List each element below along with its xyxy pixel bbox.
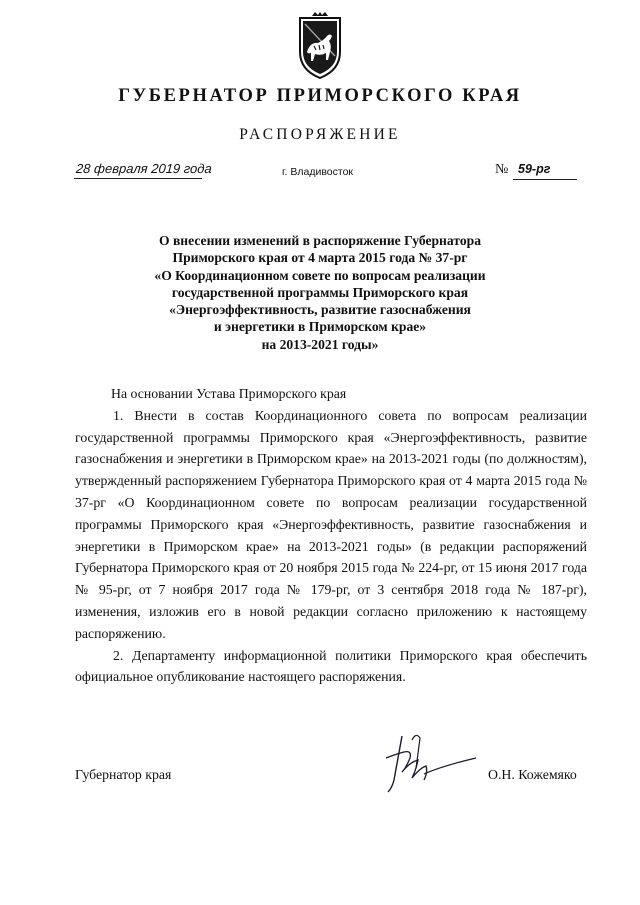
coat-of-arms-icon — [296, 12, 344, 80]
number-sign: № — [495, 162, 509, 177]
document-number: 59-рг — [518, 162, 551, 176]
heading-line: «Энергоэффективность, развитие газоснабжения — [169, 302, 471, 318]
heading-line: государственной программы Приморского края — [171, 284, 469, 300]
clause-2: 2. Департаменту информационной политики Приморского края обеспечить официальное опубликование настоящего распоряжения. — [75, 647, 587, 685]
document-type: РАСПОРЯЖЕНИЕ — [239, 126, 401, 143]
document-body — [75, 383, 587, 688]
heading-line: «О Координационном совете по вопросам реализации — [154, 267, 486, 283]
number-underline — [513, 179, 577, 180]
date-underline — [74, 178, 202, 179]
signer-name: О.Н. Кожемяко — [488, 767, 577, 782]
legal-basis: На основании Устава Приморского края — [111, 386, 347, 401]
handwritten-signature-icon — [372, 728, 482, 798]
issuer-title: ГУБЕРНАТОР ПРИМОРСКОГО КРАЯ — [118, 86, 522, 106]
document-date: 28 февраля 2019 года — [75, 161, 213, 176]
document-heading — [120, 232, 520, 353]
signer-title: Губернатор края — [75, 767, 172, 782]
heading-line: Приморского края от 4 марта 2015 года № 37-рг — [172, 250, 468, 266]
heading-line: и энергетики в Приморском крае» — [213, 319, 427, 335]
document-city: г. Владивосток — [282, 166, 354, 178]
heading-line: на 2013-2021 годы» — [261, 336, 379, 352]
clause-1: 1. Внести в состав Координационного совета по вопросам реализации государственной программы Приморского края «Энергоэффективность, развитие газоснабжения и энергетики в Приморском крае» на 2013-2021 годы (по должностям), утвержденный распоряжением Губернатора Приморского края от 4 марта 2015 года № 37-рг «О Координационном совете по вопросам реализации государственной программы Приморского края «Энергоэффективность, развитие газоснабжения и энергетики в Приморском крае» на 2013-2021 годы» (в редакции распоряжений Губернатора Приморского края от 20 ноября 2015 года № 224-рг, от 15 июня 2017 года № 95-рг, от 7 ноября 2017 года № 179-рг, от 3 сентября 2018 года № 187-рг), изменения, изложив его в новой редакции согласно приложению к настоящему распоряжению. — [75, 407, 587, 641]
heading-line: О внесении изменений в распоряжение Губернатора — [158, 233, 481, 248]
